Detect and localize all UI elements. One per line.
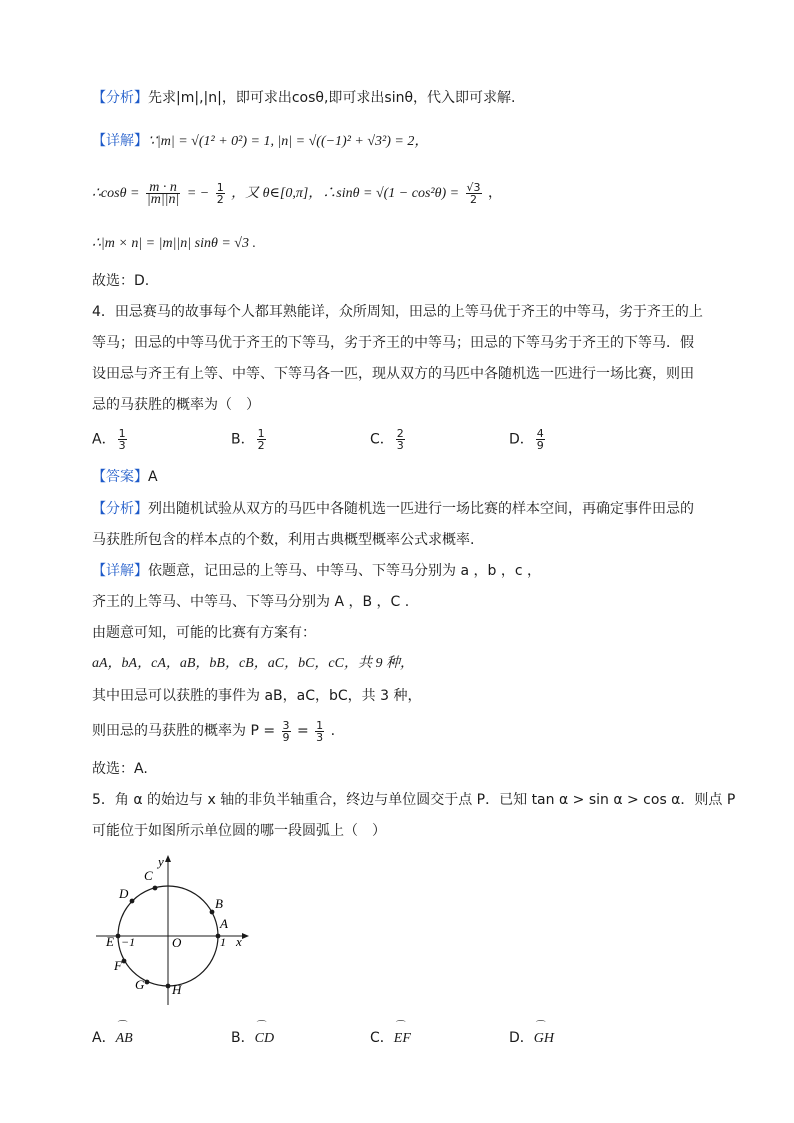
q4-prob-end: . <box>330 723 336 739</box>
option-letter: D． <box>509 1030 534 1046</box>
q3-detail-line1 <box>92 131 702 152</box>
q3-half-den: 2 <box>216 192 224 206</box>
point-h <box>166 984 171 989</box>
q4-detail-tag: 【详解】 <box>92 563 148 579</box>
q4-stem-line2: 等马；田忌的中等马优于齐王的下等马，劣于齐王的中等马；田忌的下等马劣于齐王的下等马．假 <box>92 335 694 351</box>
q4-stem-line4: 忌的马获胜的概率为（ ） <box>92 397 260 413</box>
q3-half-num: 1 <box>216 180 224 194</box>
option-arc-label: EF <box>393 1031 411 1046</box>
option-fraction <box>536 428 545 451</box>
option-fraction <box>396 428 405 451</box>
label-a: A <box>220 916 228 931</box>
q4-detail-line1 <box>92 561 702 581</box>
frac-den: 9 <box>282 730 290 744</box>
q3-detail-line2 <box>92 176 702 210</box>
option-letter: A． <box>92 431 116 448</box>
arc-icon: ⌒ <box>535 1021 546 1032</box>
option-arc-label: GH <box>533 1031 555 1046</box>
option-arc-label: CD <box>254 1031 275 1046</box>
q4-option-c <box>370 428 407 451</box>
q4-analysis-text1: 列出随机试验从双方的马匹中各随机选一匹进行一场比赛的样本空间，再确定事件田忌的 <box>148 501 694 517</box>
point-c <box>153 886 158 891</box>
q3-detail-line3 <box>92 233 702 254</box>
q4-prob-eq: = <box>296 723 309 739</box>
q3-cos-den: |m||n| <box>146 191 180 207</box>
option-num: 2 <box>396 427 404 440</box>
label-origin: O <box>172 935 182 950</box>
q4-prob-frac2 <box>315 720 324 743</box>
q5-option-c <box>370 1021 411 1049</box>
option-letter: B． <box>231 1030 255 1046</box>
option-letter: C． <box>370 431 394 448</box>
q4-prob-label: 则田忌的马获胜的概率为 P = <box>92 723 276 739</box>
q4-choose: 故选：A. <box>92 761 148 777</box>
q5-option-d <box>509 1021 555 1049</box>
q4-option-d <box>509 428 547 451</box>
point-d <box>130 899 135 904</box>
option-arc <box>533 1021 555 1049</box>
point-g <box>145 980 150 985</box>
q4-stem-line3: 设田忌与齐王有上等、中等、下等马各一匹，现从双方的马匹中各随机选一匹进行一场比赛，则田 <box>92 366 694 382</box>
option-arc <box>115 1021 133 1049</box>
arc-icon: ⌒ <box>395 1021 406 1032</box>
unit-circle-figure <box>94 850 264 1010</box>
label-b: B <box>215 896 223 911</box>
option-arc <box>254 1021 275 1049</box>
label-c: C <box>144 868 153 883</box>
q3-root-num: √3 <box>466 180 481 194</box>
frac-num: 1 <box>316 718 324 732</box>
q5-stem-line2: 可能位于如图所示单位圆的哪一段圆弧上（ ） <box>92 823 386 839</box>
option-letter: B． <box>231 431 255 448</box>
q3-root-fraction <box>466 182 482 205</box>
option-num: 4 <box>536 427 544 440</box>
option-num: 1 <box>257 427 265 440</box>
q3-analysis <box>92 88 702 108</box>
option-arc <box>393 1021 411 1049</box>
label-h: H <box>172 982 182 997</box>
arc-icon: ⌒ <box>117 1021 128 1032</box>
label-neg-one: −1 <box>121 935 136 949</box>
label-y: y <box>158 854 164 869</box>
q3-analysis-tag: 【分析】 <box>92 90 148 106</box>
q3-cross-product: ∴|m × n| = |m||n| sinθ = √3 . <box>92 236 256 251</box>
q3-detail-norms: ∵|m| = √(1² + 0²) = 1, |n| = √((−1)² + √3²) = 2， <box>148 134 429 149</box>
q3-cos-num: m · n <box>146 182 181 194</box>
q4-detail-text1: 依题意，记田忌的上等马、中等马、下等马分别为 a ，b ，c ， <box>148 563 541 579</box>
y-axis-arrow <box>165 855 171 862</box>
q4-detail-line4: aA，bA，cA，aB，bB，cB，aC，bC，cC，共 9 种， <box>92 656 414 671</box>
frac-num: 3 <box>282 718 290 732</box>
q4-answer-tag: 【答案】 <box>92 469 148 485</box>
q4-detail-line3: 由题意可知，可能的比赛有方案有： <box>92 625 316 641</box>
q5-option-a <box>92 1021 133 1049</box>
q4-answer-value: A <box>148 469 158 485</box>
q4-option-b <box>231 428 268 451</box>
q3-root-den: 2 <box>470 192 478 206</box>
option-fraction <box>257 428 266 451</box>
q4-answer <box>92 467 702 487</box>
option-letter: A． <box>92 1030 116 1046</box>
q3-detail-tag: 【详解】 <box>92 133 148 149</box>
point-f <box>122 959 127 964</box>
q3-half-fraction <box>216 182 225 205</box>
label-g: G <box>135 977 145 992</box>
option-den: 2 <box>257 439 265 452</box>
q3-analysis-text: 先求|m|,|n|，即可求出cosθ,即可求出sinθ，代入即可求解. <box>148 90 516 106</box>
frac-den: 3 <box>316 730 324 744</box>
q3-cos-eq: = − <box>186 186 210 201</box>
arc-icon: ⌒ <box>256 1021 267 1032</box>
q4-stem-line1: 4．田忌赛马的故事每个人都耳熟能详，众所周知，田忌的上等马优于齐王的中等马，劣于齐王的上 <box>92 304 703 320</box>
q4-analysis-line1 <box>92 499 702 519</box>
q5-option-b <box>231 1021 275 1049</box>
label-x: x <box>236 934 242 949</box>
option-den: 9 <box>536 439 544 452</box>
point-b <box>210 910 215 915</box>
q4-option-a <box>92 428 129 451</box>
x-axis-arrow <box>242 933 249 939</box>
q4-detail-line6 <box>92 714 702 748</box>
option-arc-label: AB <box>115 1031 133 1046</box>
q3-cos-fraction <box>146 179 181 207</box>
option-fraction <box>118 428 127 451</box>
q4-detail-line5: 其中田忌可以获胜的事件为 aB，aC，bC，共 3 种， <box>92 688 422 704</box>
q3-sin-text: ，又 θ∈[0,π]，∴sinθ = √(1 − cos²θ) = <box>231 186 460 201</box>
label-e: E <box>106 934 114 949</box>
q3-choose: 故选：D. <box>92 273 150 289</box>
option-num: 1 <box>118 427 126 440</box>
q3-line2-end: ， <box>488 185 503 201</box>
option-letter: D． <box>509 431 534 448</box>
option-den: 3 <box>396 439 404 452</box>
label-one: 1 <box>220 935 226 949</box>
option-den: 3 <box>118 439 126 452</box>
q4-analysis-line2: 马获胜所包含的样本点的个数，利用古典概型概率公式求概率. <box>92 532 475 548</box>
q4-analysis-tag: 【分析】 <box>92 501 148 517</box>
label-f: F <box>114 958 122 973</box>
q3-cos-label: ∴cosθ = <box>92 186 140 201</box>
q5-stem-line1: 5．角 α 的始边与 x 轴的非负半轴重合，终边与单位圆交于点 P．已知 tan α > sin α > cos α．则点 P <box>92 792 736 808</box>
option-letter: C． <box>370 1030 394 1046</box>
label-d: D <box>119 886 129 901</box>
q4-detail-line2: 齐王的上等马、中等马、下等马分别为 A ，B ，C . <box>92 594 410 610</box>
q4-prob-frac1 <box>282 720 291 743</box>
point-e <box>116 934 121 939</box>
